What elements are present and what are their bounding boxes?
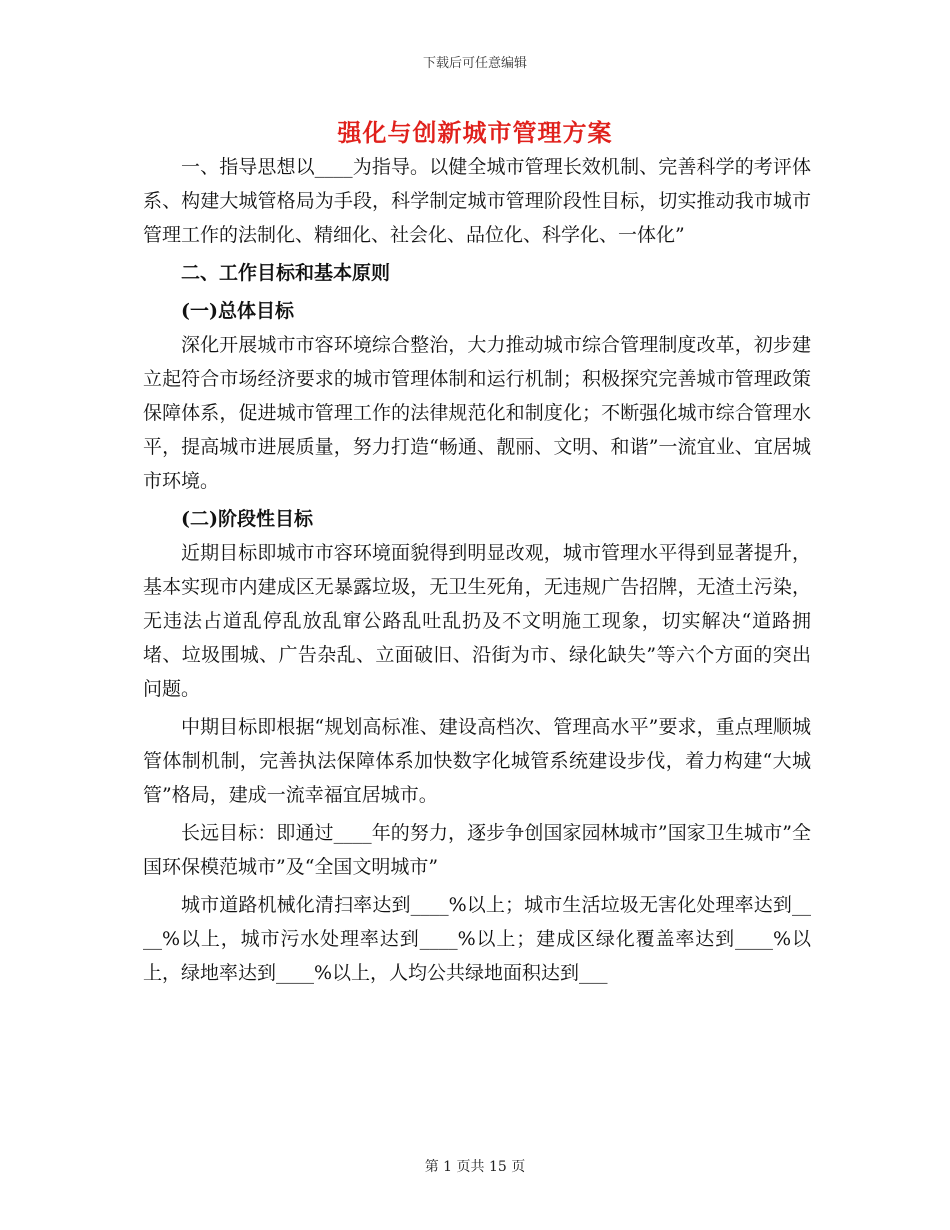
section-2-heading: 二、工作目标和基本原则 <box>181 262 391 284</box>
subsection-2-heading: (二)阶段性目标 <box>181 508 313 530</box>
long-term-goal-paragraph: 长远目标：即通过____年的努力，逐步争创国家园林城市”国家卫生城市”全国环保模范城市”及“全国文明城市” <box>143 822 811 878</box>
document-title: 强化与创新城市管理方案 <box>337 118 613 147</box>
page-header: 下载后可任意编辑 <box>422 56 527 71</box>
page-footer: 第 1 页共 15 页 <box>424 1159 526 1175</box>
near-term-goal-paragraph: 近期目标即城市市容环境面貌得到明显改观，城市管理水平得到显著提升，基本实现市内建成区无暴露垃圾，无卫生死角，无违规广告招牌，无渣土污染，无违法占道乱停乱放乱窜公路乱吐乱扔及不文明施工现象，切实解决“道路拥堵、垃圾围城、广告杂乱、立面破旧、沿街为市、绿化缺失”等六个方面的突出问题。 <box>143 542 811 700</box>
document-body <box>143 150 811 990</box>
subsection-1-heading: (一)总体目标 <box>181 300 294 322</box>
mid-term-goal-paragraph: 中期目标即根据“规划高标准、建设高档次、管理高水平”要求，重点理顺城管体制机制，完善执法保障体系加快数字化城管系统建设步伐，着力构建“大城管”格局，建成一流幸福宜居城市。 <box>143 716 811 806</box>
overall-goal-paragraph: 深化开展城市市容环境综合整治，大力推动城市综合管理制度改革，初步建立起符合市场经济要求的城市管理体制和运行机制；积极探究完善城市管理政策保障体系，促进城市管理工作的法律规范化和制度化；不断强化城市综合管理水平，提高城市进展质量，努力打造“畅通、靓丽、文明、和谐”一流宜业、宜居城市环境。 <box>143 334 811 492</box>
section-1-paragraph: 一、指导思想以____为指导。以健全城市管理长效机制、完善科学的考评体系、构建大城管格局为手段，科学制定城市管理阶段性目标，切实推动我市城市管理工作的法制化、精细化、社会化、品位化、科学化、一体化” <box>143 156 811 246</box>
targets-paragraph: 城市道路机械化清扫率达到____%以上；城市生活垃圾无害化处理率达到____%以上，城市污水处理率达到____%以上；建成区绿化覆盖率达到____%以上，绿地率达到____%以上，人均公共绿地面积达到___ <box>143 894 811 984</box>
